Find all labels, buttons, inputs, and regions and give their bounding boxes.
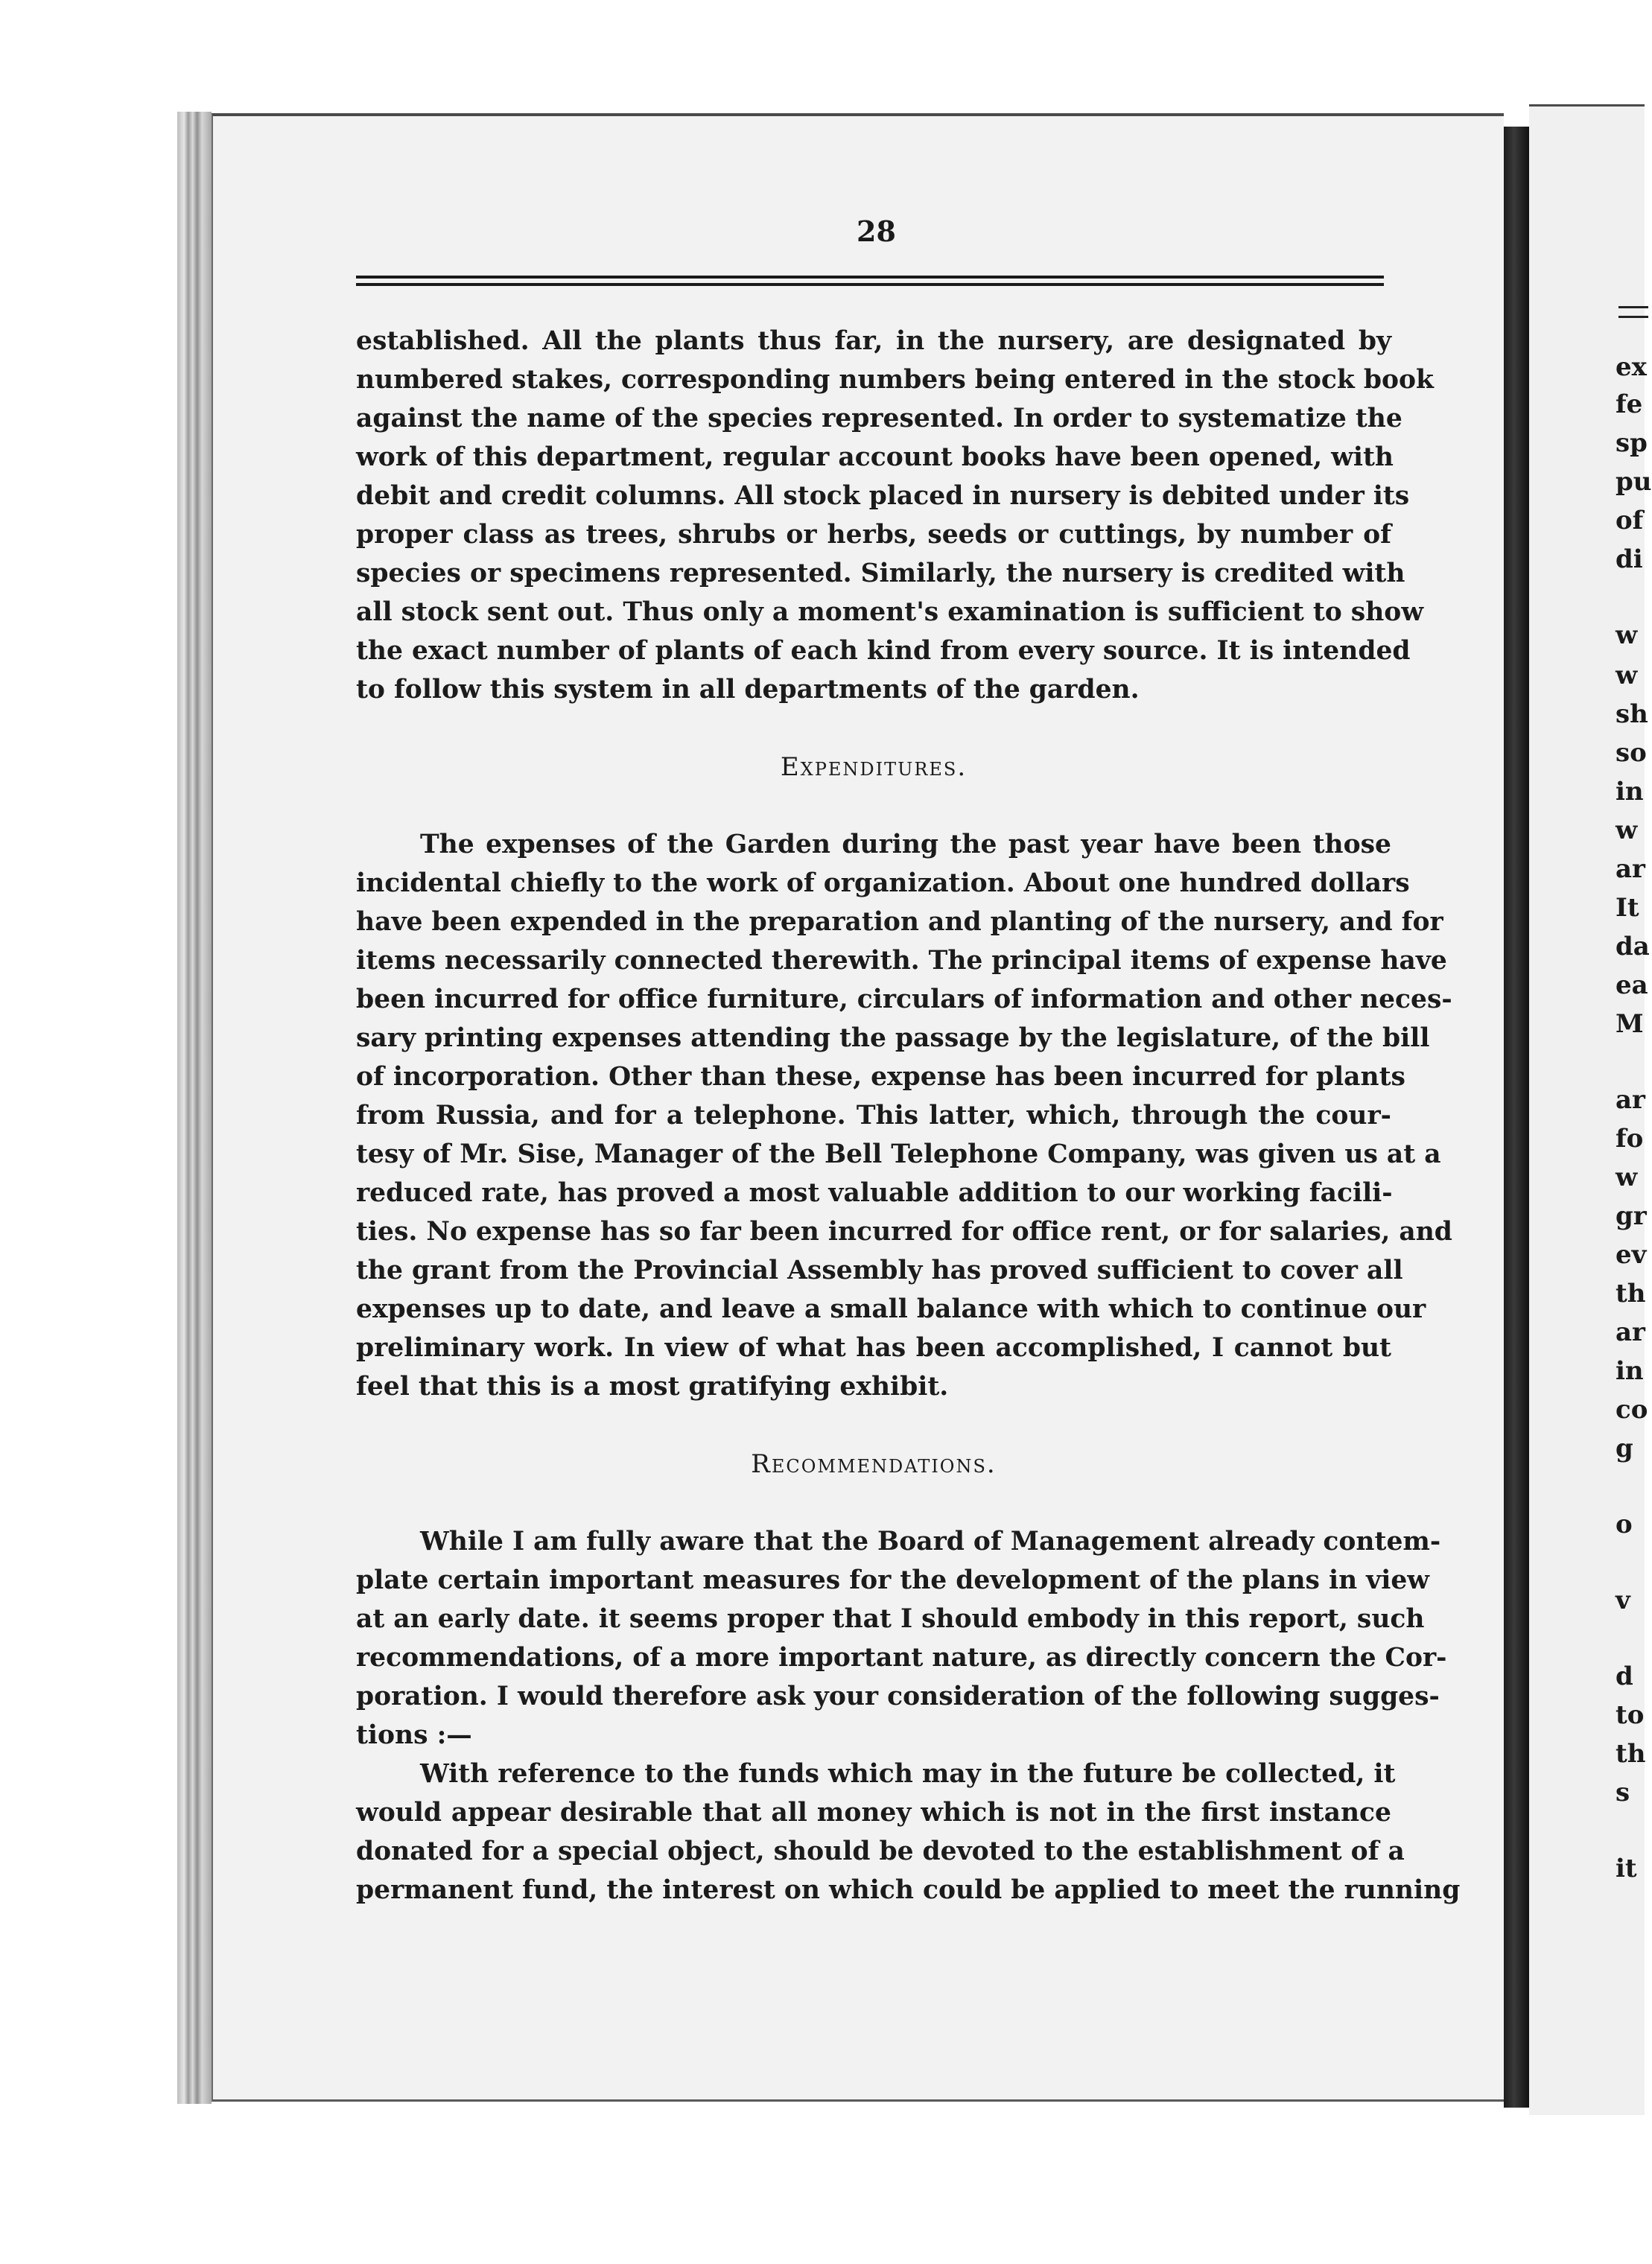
text-line: the exact number of plants of each kind from every source. It is intended [356,636,1411,666]
facing-page-fragment: sh [1616,699,1648,729]
text-line: the grant from the Provincial Assembly has proved sufficient to cover all [356,1256,1403,1285]
text-line: The expenses of the Garden during the past year have been those [420,830,1391,859]
facing-page-fragment: gr [1616,1201,1647,1231]
expenditures-heading: Expenditures. [780,752,968,782]
text-line: established. All the plants thus far, in the nursery, are designated by [356,326,1391,356]
facing-page-fragment: it [1616,1854,1637,1883]
expenditures-paragraph [356,825,1452,1406]
text-line: numbered stakes, corresponding numbers being entered in the stock book [356,365,1434,395]
facing-page-fragment: ea [1616,970,1648,1000]
text-line: would appear desirable that all money which is not in the first instance [356,1798,1391,1828]
text-line: been incurred for office furniture, circulars of information and other neces- [356,985,1452,1014]
facing-page-fragment: sp [1616,428,1648,458]
facing-page-fragment: to [1616,1700,1645,1730]
text-line: ties. No expense has so far been incurred for office rent, or for salaries, and [356,1217,1452,1247]
facing-page-fragment: It [1616,893,1639,923]
page-body [356,322,1461,1910]
facing-page-fragment: so [1616,738,1647,768]
text-line: all stock sent out. Thus only a moment's examination is sufficient to show [356,597,1424,627]
facing-page-fragment: pu [1616,467,1652,497]
facing-page-fragment: ar [1616,854,1645,884]
intro-paragraph [356,322,1434,709]
recommendations-heading: Recommendations. [751,1449,997,1479]
facing-page-fragment: di [1616,544,1643,574]
text-line: incidental chiefly to the work of organization. About one hundred dollars [356,868,1410,898]
facing-page-fragment: g [1616,1434,1633,1463]
text-line: of incorporation. Other than these, expense has been incurred for plants [356,1062,1405,1092]
facing-page-fragment: th [1616,1279,1646,1309]
text-line: poration. I would therefore ask your consideration of the following sugges- [356,1682,1440,1711]
text-line: With reference to the funds which may in the future be collected, it [420,1759,1396,1789]
page-number: 28 [857,214,896,248]
facing-page-fragment: in [1616,1356,1644,1386]
book-gutter [1504,127,1529,2108]
facing-page-fragment: s [1616,1778,1630,1807]
facing-page-fragment: w [1616,620,1638,650]
header-double-rule [356,276,1384,286]
facing-page-fragment: v [1616,1586,1630,1615]
text-line: preliminary work. In view of what has been accomplished, I cannot but [356,1333,1391,1363]
text-line: tions :— [356,1720,472,1750]
facing-page-fragment: of [1616,506,1644,535]
text-line: species or specimens represented. Similarly, the nursery is credited with [356,559,1405,588]
text-line: proper class as trees, shrubs or herbs, seeds or cuttings, by number of [356,520,1391,550]
text-line: donated for a special object, should be devoted to the establishment of a [356,1837,1405,1866]
text-line: sary printing expenses attending the passage by the legislature, of the bill [356,1023,1430,1053]
book-binding-edge [177,112,212,2104]
facing-page-fragment: da [1616,932,1650,961]
facing-page-fragment: o [1616,1510,1633,1539]
facing-page-fragment: ar [1616,1085,1645,1115]
facing-page [1529,104,1652,2115]
text-line: feel that this is a most gratifying exhibit. [356,1372,949,1402]
facing-page-fragment: w [1616,1163,1638,1192]
text-line: permanent fund, the interest on which could be applied to meet the running [356,1875,1461,1905]
recommendations-paragraph-1 [356,1522,1447,1755]
facing-page-fragment: ar [1616,1317,1645,1347]
facing-page-fragment: ev [1616,1240,1647,1270]
facing-page-fragment: fe [1616,389,1643,419]
text-line: to follow this system in all departments of the garden. [356,675,1140,705]
text-line: have been expended in the preparation and planting of the nursery, and for [356,907,1443,937]
facing-page-fragment: co [1616,1395,1648,1425]
facing-page-fragment: M [1616,1009,1644,1039]
text-line: debit and credit columns. All stock placed in nursery is debited under its [356,481,1410,511]
text-line: against the name of the species represented. In order to systematize the [356,404,1402,433]
recommendations-paragraph-2 [356,1755,1461,1910]
text-line: tesy of Mr. Sise, Manager of the Bell Telephone Company, was given us at a [356,1139,1441,1169]
text-line: recommendations, of a more important nature, as directly concern the Cor- [356,1643,1447,1673]
facing-page-fragment: in [1616,777,1644,807]
facing-page-fragment: ex [1616,352,1647,382]
facing-page-fragment: d [1616,1662,1633,1691]
text-line: from Russia, and for a telephone. This latter, which, through the cour- [356,1101,1391,1131]
text-line: expenses up to date, and leave a small balance with which to continue our [356,1294,1426,1324]
text-line: work of this department, regular account books have been opened, with [356,442,1394,472]
text-line: While I am fully aware that the Board of Management already contem- [420,1527,1441,1556]
text-line: reduced rate, has proved a most valuable addition to our working facili- [356,1178,1393,1208]
facing-page-rule [1618,306,1648,318]
text-line: plate certain important measures for the development of the plans in view [356,1565,1429,1595]
facing-page-fragment: w [1616,815,1638,845]
facing-page-fragment: th [1616,1739,1646,1769]
text-line: items necessarily connected therewith. The principal items of expense have [356,946,1447,976]
text-line: at an early date. it seems proper that I should embody in this report, such [356,1604,1425,1634]
facing-page-fragment: w [1616,661,1638,690]
facing-page-fragment: fo [1616,1124,1644,1154]
